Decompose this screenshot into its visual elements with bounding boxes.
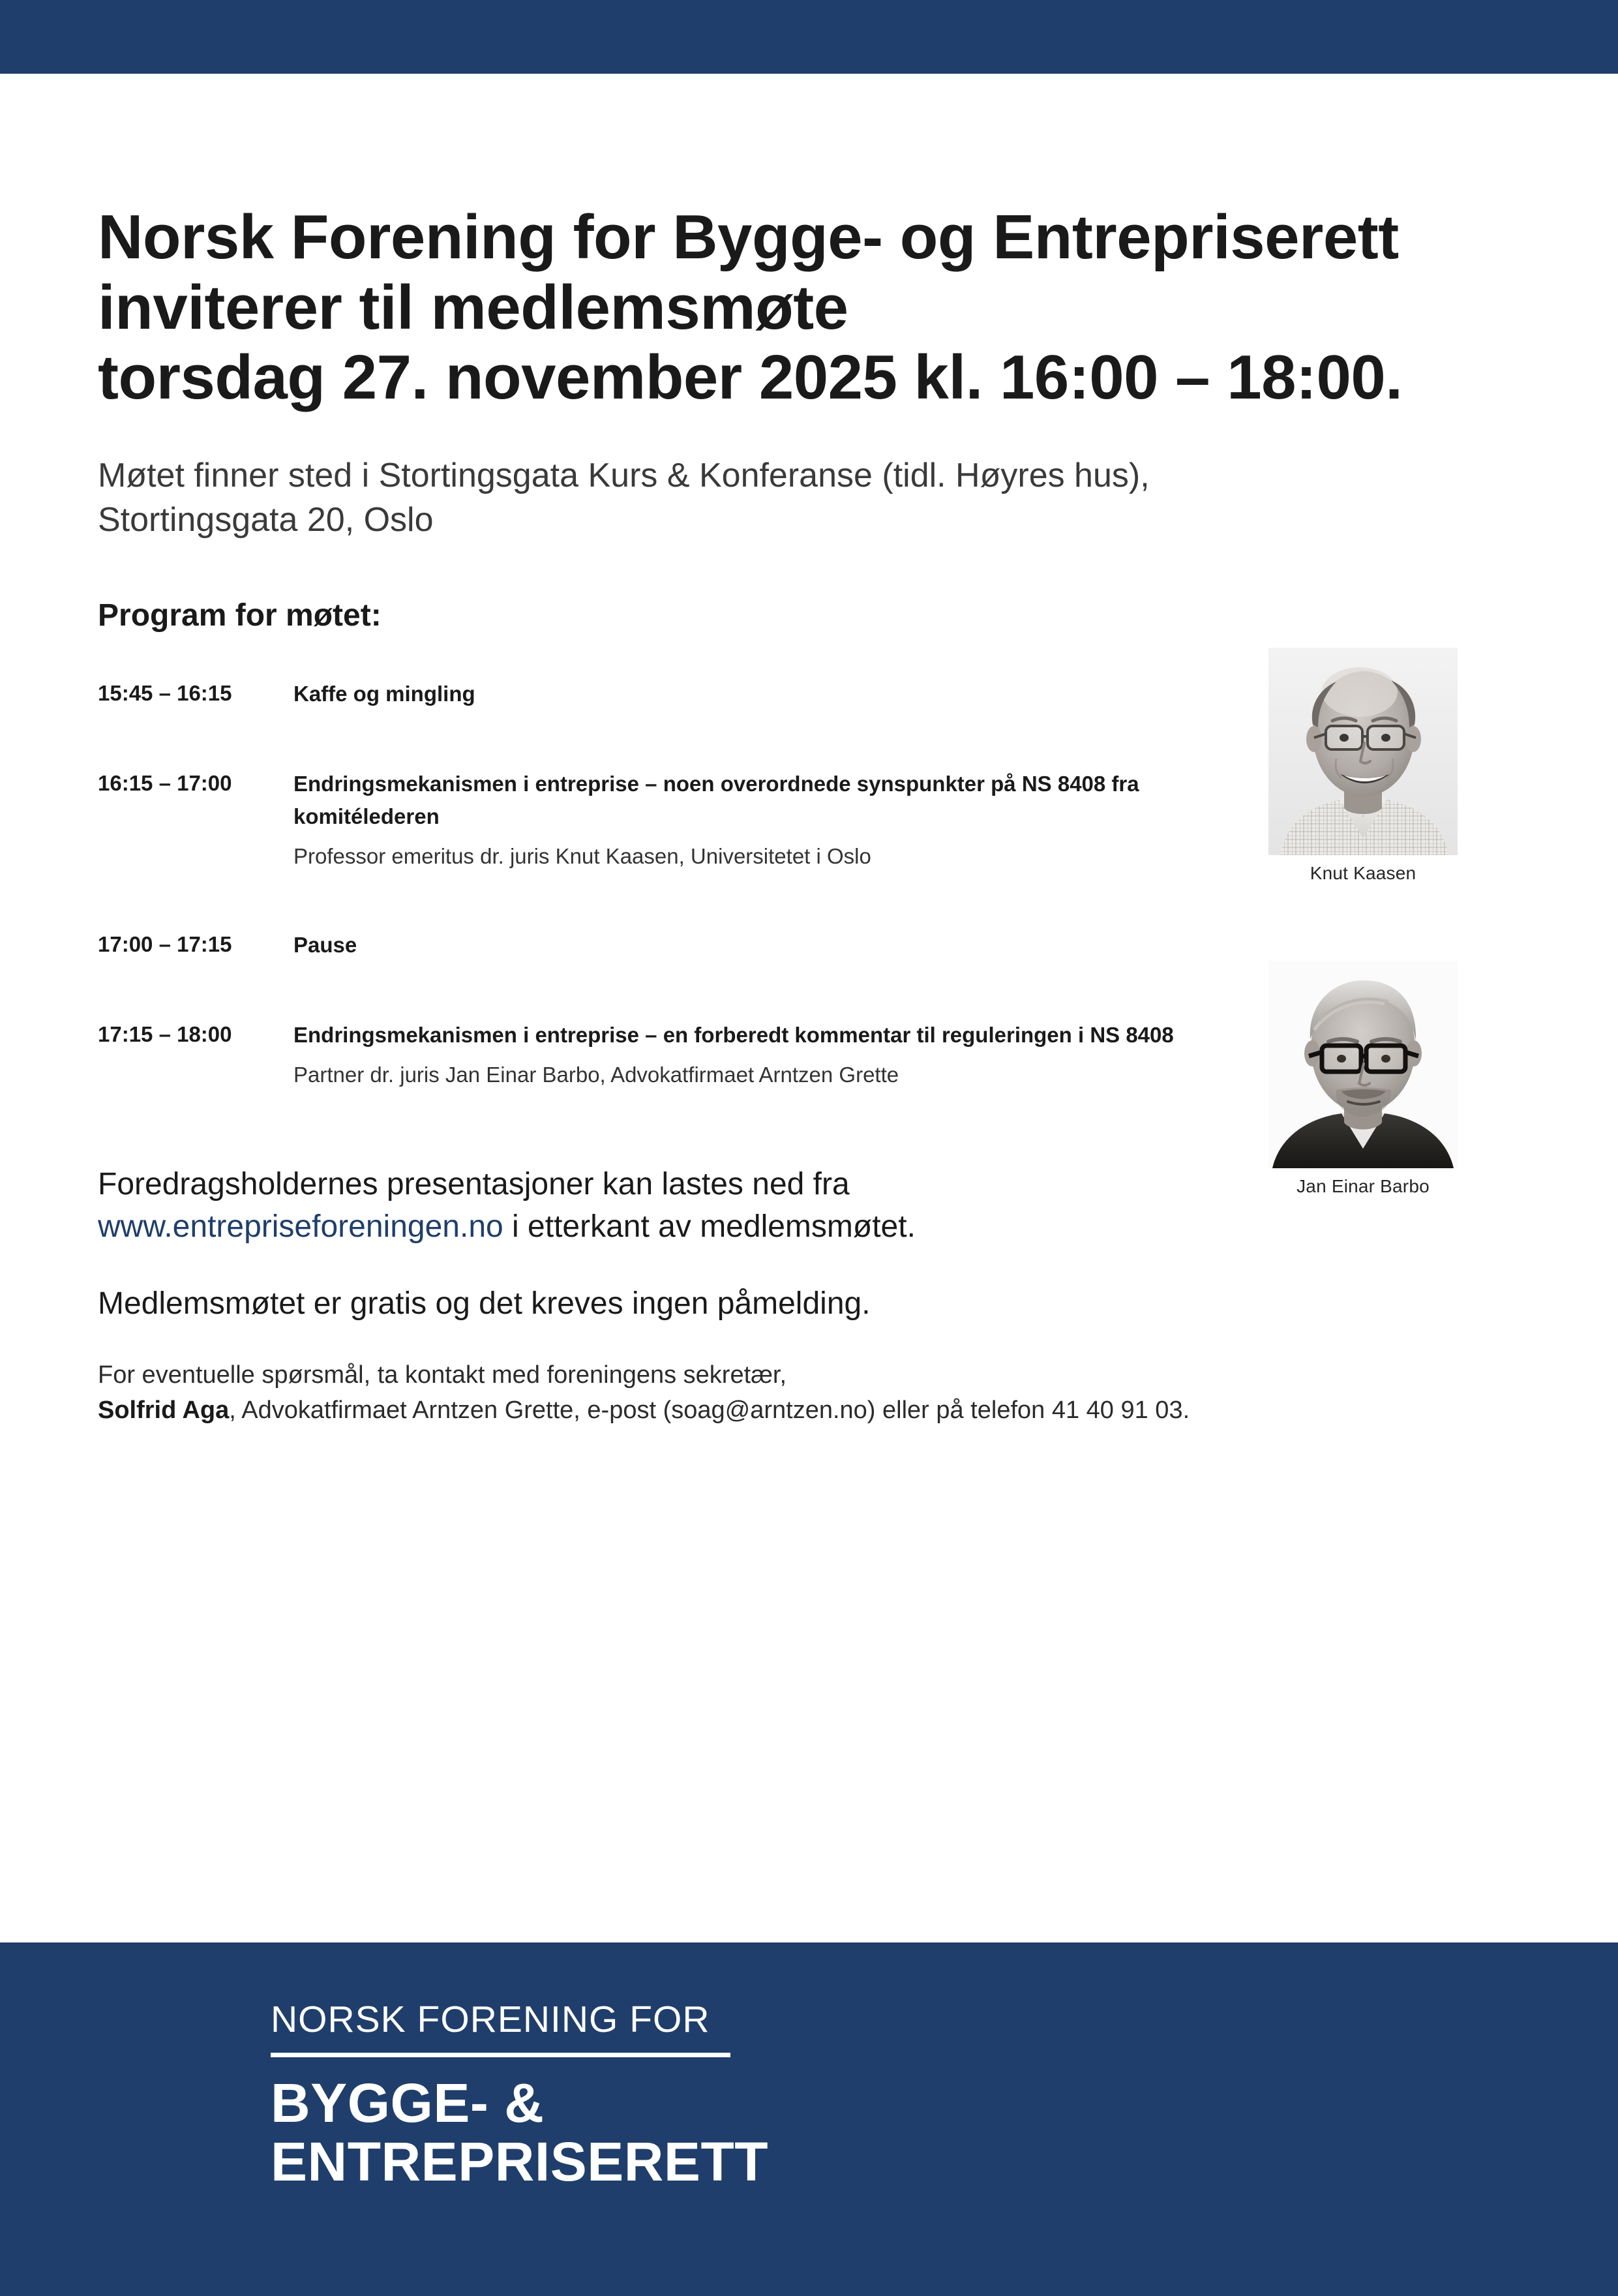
contact-details: , Advokatfirmaet Arntzen Grette, e-post (soag@arntzen.no) eller på telefon 41 40 91 03. (229, 1397, 1190, 1425)
contact-person-name: Solfrid Aga (98, 1397, 230, 1425)
page-title-line-1: Norsk Forening for Bygge- og Entrepriserett (98, 202, 1399, 272)
footer-logo (271, 2001, 858, 2192)
speaker-caption-knut-kaasen: Knut Kaasen (1310, 862, 1416, 883)
speaker-photo-jan-einar-barbo (1268, 961, 1458, 1168)
program-item-2 (98, 768, 1220, 873)
program-item-1-title: Kaffe og mingling (293, 681, 475, 706)
footer-logo-line-3: ENTREPRISERETT (271, 2130, 769, 2192)
program-item-4-time: 17:15 – 18:00 (98, 1021, 232, 1046)
page-content (98, 74, 1520, 1428)
program-item-3-detail (293, 929, 1220, 961)
venue-info (98, 413, 1520, 543)
program-item-1-detail (293, 678, 1220, 710)
program-item-3-title: Pause (293, 932, 357, 957)
program-item-4 (98, 1019, 1220, 1091)
program-item-2-speaker: Professor emeritus dr. juris Knut Kaasen, Universitetet i Oslo (293, 844, 871, 869)
free-admission-text: Medlemsmøtet er gratis og det kreves ingen påmelding. (98, 1286, 871, 1322)
page-title (98, 74, 1441, 413)
footer-logo-line-2: BYGGE- & (271, 2072, 545, 2134)
program-item-2-title: Endringsmekanismen i entreprise – noen overordnede synspunkter på NS 8408 fra komitélederen (293, 771, 1139, 829)
header-bar (0, 0, 1618, 74)
program-item-3-time: 17:00 – 17:15 (98, 931, 232, 956)
footer-logo-line-1: NORSK FORENING FOR (271, 1999, 710, 2040)
venue-line-1: Møtet finner sted i Stortingsgata Kurs & Konferanse (tidl. Høyres hus), (98, 456, 1150, 494)
program-item-4-detail (293, 1019, 1220, 1091)
download-text-after: i etterkant av medlemsmøtet. (512, 1209, 916, 1244)
program-heading: Program for møtet: (98, 597, 382, 633)
program-item-4-title: Endringsmekanismen i entreprise – en forberedt kommentar til reguleringen i NS 8408 (293, 1022, 1174, 1047)
program-item-3 (98, 929, 1220, 961)
venue-line-2: Stortingsgata 20, Oslo (98, 501, 434, 539)
program-item-2-time: 16:15 – 17:00 (98, 770, 232, 795)
contact-intro: For eventuelle spørsmål, ta kontakt med foreningens sekretær, (98, 1361, 787, 1389)
download-text-before: Foredragsholdernes presentasjoner kan lastes ned fra (98, 1166, 850, 1201)
footer-logo-divider (271, 2053, 730, 2057)
program-item-4-speaker: Partner dr. juris Jan Einar Barbo, Advokatfirmaet Arntzen Grette (293, 1063, 899, 1087)
contact-info (98, 1322, 1520, 1428)
program-item-1-time: 15:45 – 16:15 (98, 680, 232, 705)
speaker-caption-jan-einar-barbo: Jan Einar Barbo (1296, 1175, 1430, 1196)
speaker-card-jan-einar-barbo (1268, 961, 1458, 1197)
speaker-card-knut-kaasen (1268, 648, 1458, 884)
page-title-line-3: torsdag 27. november 2025 kl. 16:00 – 18:00. (98, 342, 1403, 413)
program-item-2-detail (293, 768, 1220, 873)
speaker-photo-knut-kaasen (1268, 648, 1458, 855)
entrepriseforeningen-link[interactable]: www.entrepriseforeningen.no (98, 1209, 503, 1244)
page-title-line-2: inviterer til medlemsmøte (98, 272, 848, 342)
program-item-1 (98, 678, 1220, 710)
